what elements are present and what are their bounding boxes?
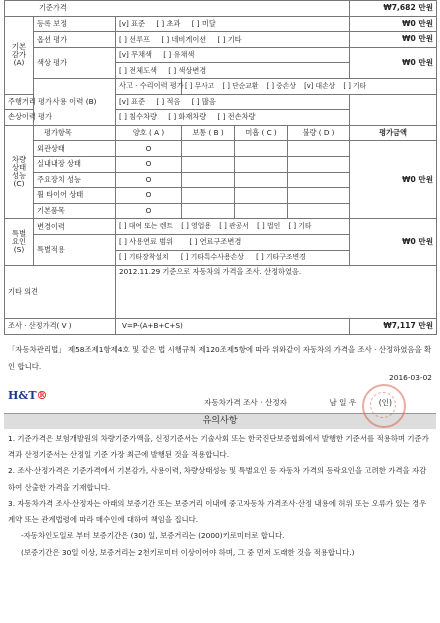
- cond-head-item: 평가항목: [34, 125, 116, 141]
- signer-title: 자동차가격 조사 · 산정자: [204, 397, 288, 407]
- base-price-label: 기준가격: [5, 1, 350, 17]
- cond-row-label: 외관상태: [34, 141, 116, 157]
- damage-opt-fire: [ ] 화재차량: [168, 112, 207, 122]
- damage-opt-total: [ ] 전손차량: [217, 112, 256, 122]
- repair-opt-etc: [ ] 기타: [343, 81, 367, 90]
- mileage-options: [116, 94, 350, 110]
- repair-opt-medium: [ ] 중손상: [266, 81, 296, 90]
- signature-row: [4, 384, 436, 410]
- notice-item: (보증기간은 30일 이상, 보증거리는 2천키로미터 이상이어야 하며, 그 중 먼저 도래한 것을 적용합니다.): [21, 547, 355, 557]
- cond-head-a: 양호 ( A ): [116, 125, 182, 141]
- repair-label: 사고 · 수리이력 평가: [116, 78, 182, 94]
- cond-head-amount: 평가금액: [350, 125, 437, 141]
- cond-row-a: O: [116, 172, 182, 188]
- reg-opt-standard: [v] 표준: [119, 18, 146, 28]
- notice-item: 3. 자동차가격 조사·산정자는 아래의 보증기간 또는 보증거리 이내에 중고자동차 가격조사·산정 내용에 허위 또는 오류가 있는 경우 계약 또는 관계법령에 따라 매수인에 대하여 책임을 집니다.: [8, 498, 427, 525]
- signer-seal-text: (인): [378, 397, 392, 407]
- reg-opt-under: [ ] 미달: [191, 18, 216, 28]
- special-opt-fuel-change: [ ] 연료구조변경: [189, 237, 242, 247]
- cond-head-b: 보통 ( B ): [182, 125, 235, 141]
- cond-row-a: O: [116, 203, 182, 219]
- special-options-2: [116, 250, 350, 266]
- option-opt-navi: [ ] 네비게이션: [161, 34, 207, 44]
- condition-amount: ₩0 만원: [350, 141, 437, 219]
- color-label: 색상 평가: [34, 47, 116, 78]
- signer-name: 남 일 우: [329, 397, 357, 407]
- appraisal-table: [4, 0, 437, 335]
- change-opt-gov: [ ] 관공서: [219, 221, 249, 230]
- repair-opt-simple: [ ] 단순교환: [222, 81, 259, 90]
- change-opt-etc: [ ] 기타: [288, 221, 312, 230]
- damage-opt-flood: [ ] 침수차량: [119, 112, 157, 122]
- cond-head-d: 불량 ( D ): [288, 125, 350, 141]
- color-amount: ₩0 만원: [350, 47, 437, 78]
- reg-opt-over: [ ] 초과: [156, 18, 181, 28]
- color-opt-achromatic: [v] 무채색: [119, 50, 152, 60]
- damage-options: [116, 110, 350, 126]
- change-options: [116, 219, 350, 235]
- cond-head-c: 미흡 ( C ): [235, 125, 288, 141]
- notice-list: [4, 429, 436, 561]
- confirmation-statement: 「자동차관리법」 제58조제1항제4호 및 같은 법 시행규칙 제120조제5항에 따라 위와같이 자동차의 가격을 조사 · 산정하였음을 확인 합니다.: [8, 344, 432, 371]
- other-opinion-label: 기타 의견: [5, 266, 116, 319]
- document-date: 2016-03-02: [389, 372, 432, 382]
- special-options-1: [116, 234, 350, 250]
- special-opt-install: [ ] 기타장착설치: [119, 253, 169, 261]
- option-opt-etc: [ ] 기타: [217, 34, 242, 44]
- notice-item: 2. 조사·산정가격은 기준가격에서 기본감가, 사용이력, 차량상태성능 및 특별요인 등 자동차 가격의 등락요인을 고려한 가격을 자감하여 산출한 가격을 기재합니다.: [8, 466, 427, 492]
- special-opt-damage: [ ] 기타특수사용손상: [180, 253, 244, 261]
- mileage-label: 주행거리 평가: [5, 94, 34, 110]
- company-logo: H&T®: [8, 388, 48, 402]
- option-amount: ₩0 만원: [350, 32, 437, 48]
- color-options-1: [116, 47, 350, 63]
- reg-amount: ₩0 만원: [350, 16, 437, 32]
- usage-history-category: 사용 이력 (B): [34, 78, 116, 125]
- repair-opt-major: [v] 대손상: [304, 81, 336, 90]
- other-opinion-text: 2012.11.29 기준으로 자동차의 가격을 조사. 산정하였음.: [116, 266, 437, 319]
- cond-row-label: 기본품목: [34, 203, 116, 219]
- appraisal-document: [4, 0, 436, 561]
- repair-opt-none: [ ] 무사고: [185, 81, 215, 90]
- repair-options: [182, 78, 437, 94]
- reg-options: [116, 16, 350, 32]
- mileage-opt-high: [ ] 많음: [191, 96, 216, 106]
- cond-row-a: O: [116, 141, 182, 157]
- change-opt-rent: [ ] 대여 또는 렌트: [119, 221, 174, 230]
- cond-row-label: 주요장치 성능: [34, 172, 116, 188]
- change-opt-business: [ ] 영업용: [181, 221, 212, 230]
- condition-category: 차량 상태 성능 (C): [5, 125, 34, 219]
- special-label: 특별적용: [34, 234, 116, 265]
- notice-title: 유의사항: [4, 413, 436, 429]
- special-opt-structure: [ ] 기타구조변경: [256, 253, 306, 261]
- option-label: 옵션 평가: [34, 32, 116, 48]
- cond-row-label: 실내내장 상태: [34, 156, 116, 172]
- mileage-opt-low: [ ] 적음: [156, 96, 181, 106]
- notice-item: 1. 기준가격은 보험개발원의 차량기준가액을, 신정기준서는 기술사회 또는 한국진단보증협회에서 발행한 기준서를 적용하며 기준가격과 산정기준서는 산정일 기준 가장 최근에 발행된 것을 적용합니다.: [8, 433, 429, 459]
- special-factor-category: 특별 요인 (S): [5, 219, 34, 266]
- basic-depreciation-category: 기본 감가 (A): [5, 16, 34, 94]
- base-price-amount: ₩7,682 만원: [350, 1, 437, 17]
- base-price-row: [5, 1, 437, 17]
- reg-label: 등록 보정: [34, 16, 116, 32]
- special-opt-fuel-range: [ ] 사용연료 범위: [119, 237, 174, 247]
- color-opt-chromatic: [ ] 유채색: [163, 50, 195, 60]
- special-amount: ₩0 만원: [350, 219, 437, 266]
- color-opt-change: [ ] 색상변경: [168, 65, 207, 75]
- mileage-opt-standard: [v] 표준: [119, 96, 146, 106]
- color-opt-fullpaint: [ ] 전체도색: [119, 65, 157, 75]
- seal-stamp-icon: [362, 384, 406, 428]
- cond-row-a: O: [116, 188, 182, 204]
- option-opt-sunroof: [ ] 선루프: [119, 34, 151, 44]
- color-options-2: [116, 63, 350, 79]
- damage-label: 손상이력 평가: [5, 110, 34, 126]
- change-opt-corp: [ ] 법인: [257, 221, 281, 230]
- final-price-formula: V=P-(A+B+C+S): [116, 319, 350, 335]
- cond-row-label: 휠 타이어 상태: [34, 188, 116, 204]
- change-label: 변경이력: [34, 219, 116, 235]
- option-options: [116, 32, 350, 48]
- notice-item: -자동차인도일로 부터 보증기간은 (30) 일, 보증거리는 (2000)키로미터로 합니다.: [21, 531, 285, 541]
- cond-row-a: O: [116, 156, 182, 172]
- final-price-label: 조사 · 산정가격( V ): [5, 319, 116, 335]
- final-price-amount: ₩7,117 만원: [350, 319, 437, 335]
